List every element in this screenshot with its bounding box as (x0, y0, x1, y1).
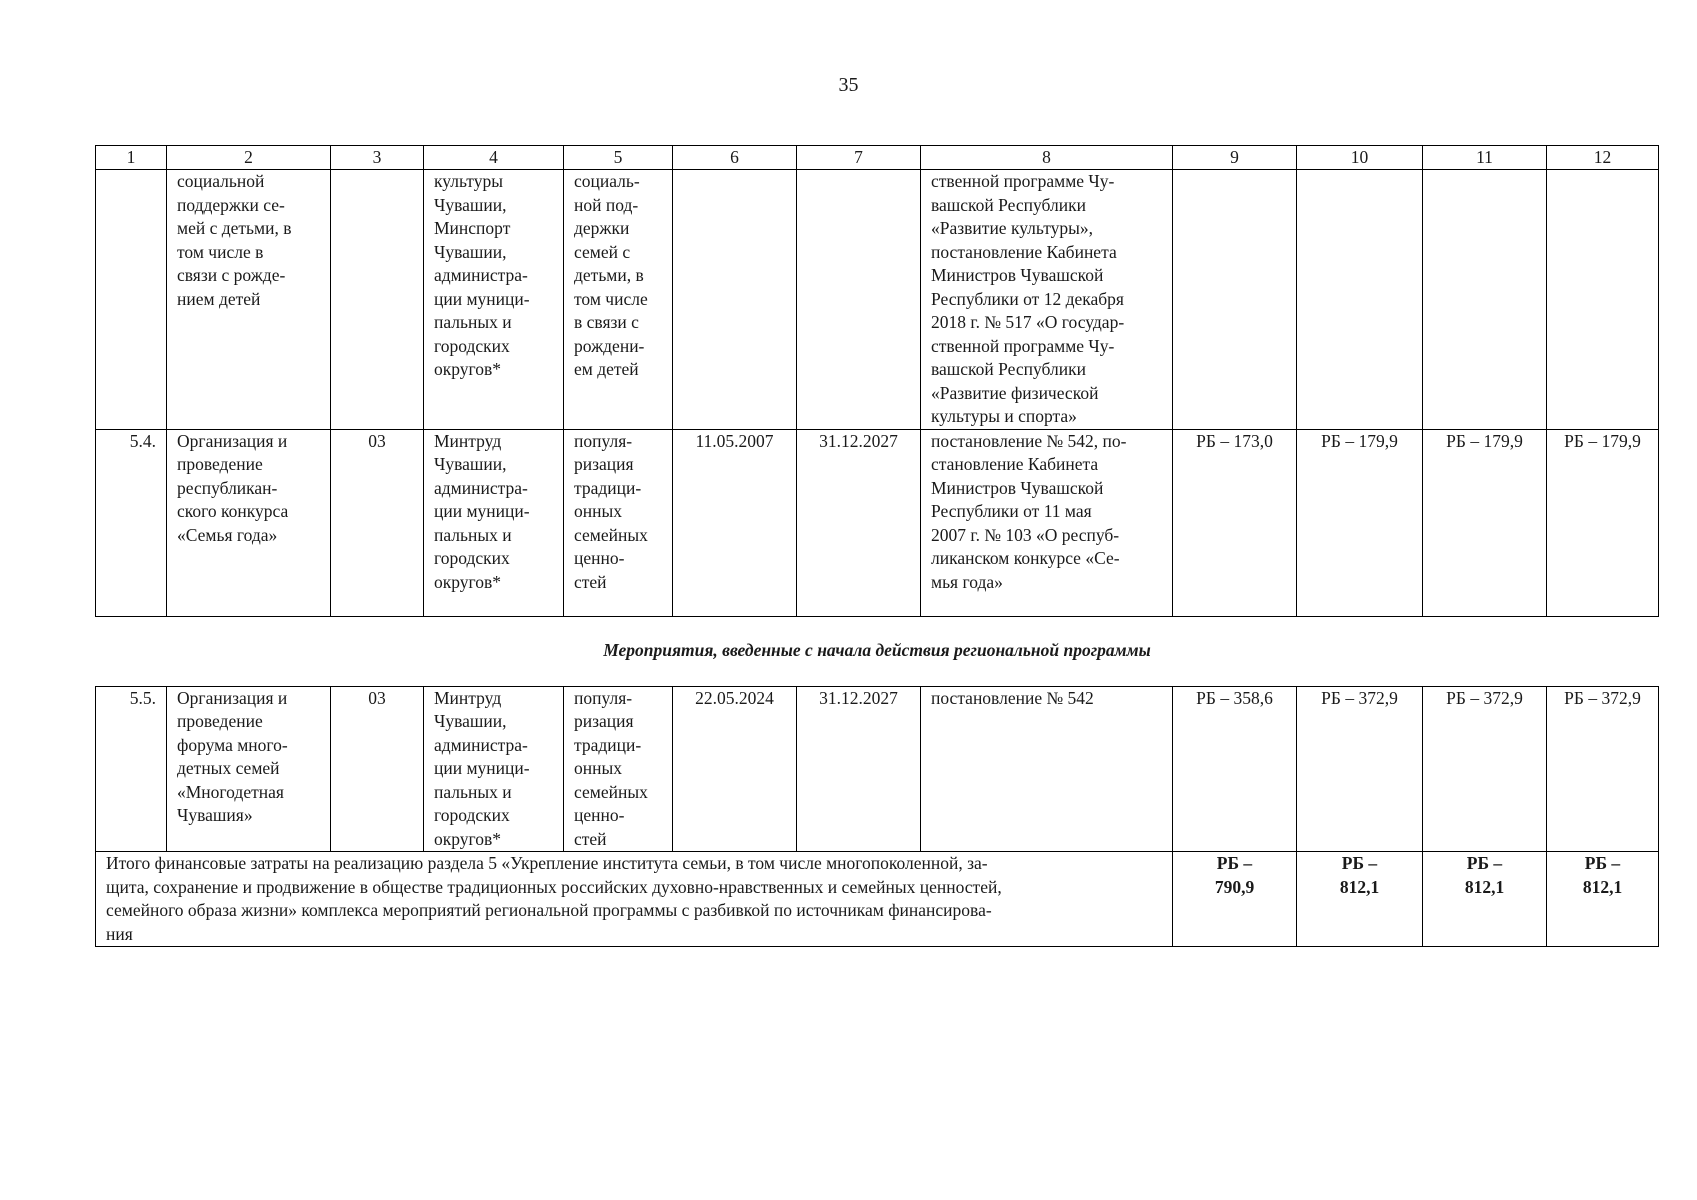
text-line: нием детей (177, 288, 261, 309)
text-line: связи с рожде- (177, 265, 286, 285)
cell-legal-basis (921, 170, 1173, 430)
cell-goal (564, 429, 673, 616)
text-line: ния (106, 923, 133, 944)
header-cell: 11 (1423, 146, 1547, 170)
text-line: «Семья года» (177, 524, 278, 545)
text-line: ственной программе Чу- (931, 335, 1115, 356)
text-line: семейных (574, 524, 648, 545)
text-line: Минтруд (434, 687, 502, 708)
text-line: Организация и (177, 687, 288, 708)
text-line: Итого финансовые затраты на реализацию раздела 5 «Укрепление института семьи, в том числе многопоколенной, за- (106, 853, 988, 873)
total-row (96, 852, 1659, 947)
text-line: ликанском конкурсе «Се- (931, 548, 1120, 568)
text-line: постановление № 542, по- (931, 430, 1127, 451)
activities-table (95, 145, 1659, 947)
cell-legal-basis (921, 429, 1173, 616)
text-line: детьми, в (574, 265, 644, 285)
text-line: 812,1 (1582, 876, 1623, 897)
text-line: РБ – (1341, 853, 1378, 873)
header-cell: 5 (564, 146, 673, 170)
text-line: ценно- (574, 805, 625, 825)
header-cell: 9 (1173, 146, 1297, 170)
cell-code (331, 170, 424, 430)
text-line: рождени- (574, 335, 645, 356)
text-line: онных (574, 501, 622, 521)
text-line: семейного образа жизни» комплекса мероприятий региональной программы с разбивкой по источникам финансирова- (106, 900, 992, 920)
cell-end-date (797, 170, 921, 430)
text-line: 790,9 (1214, 876, 1255, 897)
text-line: ственной программе Чу- (931, 171, 1115, 191)
text-line: проведение (177, 711, 263, 731)
text-line: Республики от 12 декабря (931, 288, 1124, 309)
text-line: городских (434, 335, 510, 356)
total-financing-2025 (1297, 852, 1423, 947)
text-line: округов* (434, 359, 502, 379)
text-line: Чувашии, (434, 194, 507, 215)
text-line: ции муници- (434, 501, 530, 521)
text-line: Минспорт (434, 218, 511, 238)
text-line: держки (574, 218, 630, 238)
text-line: ции муници- (434, 758, 530, 778)
cell-financing-2025: РБ – 372,9 (1297, 686, 1423, 852)
table-row-5-4 (96, 429, 1659, 616)
cell-financing-2027: РБ – 372,9 (1547, 686, 1659, 852)
text-line: Организация и (177, 430, 288, 451)
table-row-5-5 (96, 686, 1659, 852)
text-line: Республики от 11 мая (931, 501, 1092, 521)
text-line: стей (574, 571, 607, 592)
cell-financing-2027 (1547, 170, 1659, 430)
section-title: Мероприятия, введенные с начала действия региональной программы (96, 616, 1659, 686)
header-row (96, 146, 1659, 170)
text-line: ем детей (574, 359, 639, 379)
text-line: вашской Республики (931, 359, 1086, 379)
cell-code: 03 (331, 429, 424, 616)
text-line: 812,1 (1464, 876, 1505, 897)
header-cell: 7 (797, 146, 921, 170)
text-line: онных (574, 758, 622, 778)
text-line: семей с (574, 241, 631, 262)
text-line: городских (434, 548, 510, 568)
cell-financing-2024 (1173, 170, 1297, 430)
text-line: Министров Чувашской (931, 477, 1104, 498)
text-line: семейных (574, 781, 648, 802)
section-title-row (96, 616, 1659, 686)
text-line: том числе в (177, 241, 264, 262)
cell-end-date: 31.12.2027 (797, 686, 921, 852)
cell-legal-basis: постановление № 542 (921, 686, 1173, 852)
text-line: администра- (434, 265, 528, 285)
cell-activity-name (167, 170, 331, 430)
text-line: 812,1 (1339, 876, 1380, 897)
total-financing-2027 (1547, 852, 1659, 947)
header-cell: 4 (424, 146, 564, 170)
cell-financing-2024: РБ – 358,6 (1173, 686, 1297, 852)
cell-number: 5.5. (96, 686, 167, 852)
text-line: Министров Чувашской (931, 265, 1104, 285)
text-line: стей (574, 828, 607, 849)
text-line: щита, сохранение и продвижение в обществе традиционных российских духовно-нравственных и семейных ценностей, (106, 876, 1002, 897)
text-line: ции муници- (434, 288, 530, 309)
text-line: детных семей (177, 758, 280, 778)
cell-end-date: 31.12.2027 (797, 429, 921, 616)
cell-code: 03 (331, 686, 424, 852)
text-line: пальных и (434, 781, 512, 802)
text-line: мья года» (931, 571, 1003, 592)
total-financing-2026 (1423, 852, 1547, 947)
cell-start-date: 11.05.2007 (673, 429, 797, 616)
text-line: мей с детьми, в (177, 218, 292, 238)
cell-financing-2024: РБ – 173,0 (1173, 429, 1297, 616)
text-line: республикан- (177, 477, 278, 498)
cell-activity-name (167, 686, 331, 852)
text-line: Чувашии, (434, 454, 507, 474)
header-cell: 12 (1547, 146, 1659, 170)
text-line: администра- (434, 734, 528, 755)
text-line: социаль- (574, 171, 640, 191)
text-line: ского конкурса (177, 501, 289, 521)
text-line: городских (434, 805, 510, 825)
cell-number (96, 170, 167, 430)
text-line: проведение (177, 454, 263, 474)
text-line: округов* (434, 571, 502, 592)
cell-activity-name (167, 429, 331, 616)
cell-financing-2026: РБ – 372,9 (1423, 686, 1547, 852)
text-line: популя- (574, 430, 633, 451)
header-cell: 6 (673, 146, 797, 170)
text-line: традици- (574, 477, 642, 498)
cell-start-date: 22.05.2024 (673, 686, 797, 852)
text-line: популя- (574, 687, 633, 708)
text-line: ризация (574, 454, 634, 474)
text-line: Чувашия» (177, 805, 253, 825)
text-line: постановление Кабинета (931, 241, 1117, 262)
cell-goal (564, 686, 673, 852)
text-line: становление Кабинета (931, 454, 1099, 474)
text-line: «Развитие культуры», (931, 218, 1094, 238)
cell-financing-2026: РБ – 179,9 (1423, 429, 1547, 616)
text-line: культуры и спорта» (931, 406, 1077, 426)
cell-goal (564, 170, 673, 430)
text-line: пальных и (434, 524, 512, 545)
text-line: в связи с (574, 312, 639, 332)
header-cell: 10 (1297, 146, 1423, 170)
header-cell: 8 (921, 146, 1173, 170)
cell-financing-2025 (1297, 170, 1423, 430)
text-line: том числе (574, 288, 648, 309)
text-line: социальной (177, 171, 265, 191)
text-line: поддержки се- (177, 194, 285, 215)
cell-executors (424, 429, 564, 616)
text-line: РБ – (1466, 853, 1503, 873)
text-line: администра- (434, 477, 528, 498)
table-row-continued (96, 170, 1659, 430)
text-line: Чувашии, (434, 711, 507, 731)
page-number: 35 (838, 74, 859, 96)
total-financing-2024 (1173, 852, 1297, 947)
text-line: ризация (574, 711, 634, 731)
text-line: форума много- (177, 734, 288, 755)
cell-financing-2027: РБ – 179,9 (1547, 429, 1659, 616)
text-line: ной под- (574, 194, 639, 215)
text-line: традици- (574, 734, 642, 755)
cell-financing-2026 (1423, 170, 1547, 430)
cell-number: 5.4. (96, 429, 167, 616)
text-line: 2007 г. № 103 «О респуб- (931, 524, 1120, 545)
text-line: «Развитие физической (931, 382, 1099, 403)
text-line: культуры (434, 171, 503, 191)
text-line: Чувашии, (434, 241, 507, 262)
text-line: РБ – (1216, 853, 1253, 873)
text-line: Минтруд (434, 430, 502, 451)
header-cell: 3 (331, 146, 424, 170)
text-line: 2018 г. № 517 «О государ- (931, 312, 1125, 332)
cell-start-date (673, 170, 797, 430)
header-cell: 2 (167, 146, 331, 170)
text-line: округов* (434, 828, 502, 849)
text-line: РБ – (1584, 853, 1621, 873)
header-cell: 1 (96, 146, 167, 170)
cell-executors (424, 170, 564, 430)
cell-executors (424, 686, 564, 852)
total-description (96, 852, 1173, 947)
text-line: ценно- (574, 548, 625, 568)
text-line: «Многодетная (177, 781, 284, 802)
text-line: вашской Республики (931, 194, 1086, 215)
text-line: пальных и (434, 312, 512, 332)
cell-financing-2025: РБ – 179,9 (1297, 429, 1423, 616)
